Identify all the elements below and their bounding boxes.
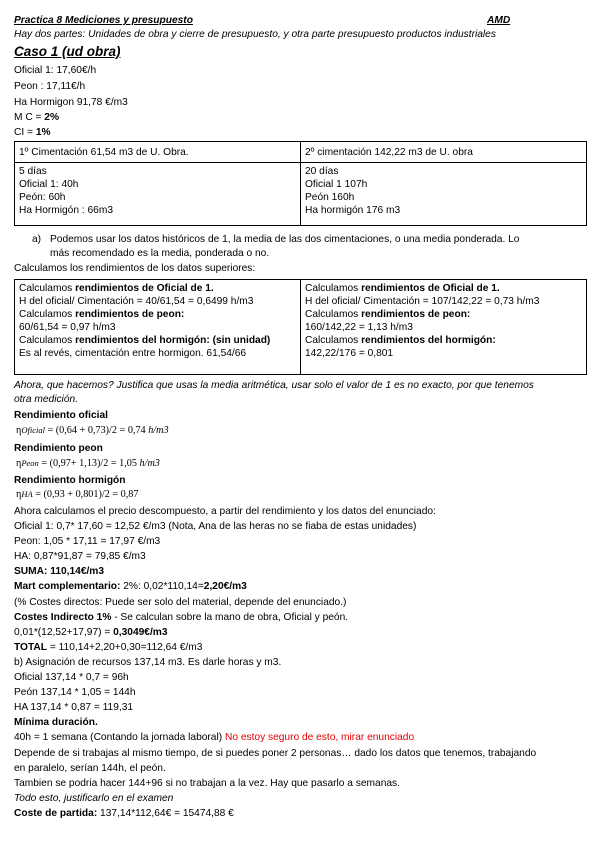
document-title: Practica 8 Mediciones y presupuesto [14,15,193,26]
asignacion-peon: Peón 137,14 * 1,05 = 144h [14,687,136,698]
mart-complementario: Mart complementario: 2%: 0,02*110,14=2,20€/m3 [14,581,247,592]
precio-ha: HA: 0,87*91,87 = 79,85 €/m3 [14,551,146,562]
minima-line3: en paralelo, serían 144h, el peón. [14,763,166,774]
cimentacion-1-header: 1º Cimentación 61,54 m3 de U. Obra. [15,142,301,163]
precio-oficial: Oficial 1: 0,7* 17,60 = 12,52 €/m3 (Nota, Ana de las heras no se fiaba de estas unidades) [14,521,417,532]
cimentacion-2-header: 2º cimentación 142,22 m3 de U. obra [301,142,587,163]
costes-indirectos-calc: 0,01*(12,52+17,97) = 0,3049€/m3 [14,627,168,638]
asignacion-oficial: Oficial 137,14 * 0,7 = 96h [14,672,129,683]
rendimientos-cimentacion-1: Calculamos rendimientos de Oficial de 1. H del oficial/ Cimentación = 40/61,54 = 0,6499 h/m3 Calculamos rendimientos de peon: 60/61,54 = 0,97 h/m3 Calculamos rendimientos del hormigón: (sin unidad) Es al revés, cimentación entre hormigon. 61,54/66 [15,280,301,375]
document-subtitle: Hay dos partes: Unidades de obra y cierre de presupuesto, y otra parte presupuesto productos industriales [14,29,496,40]
calc-intro: Calculamos los rendimientos de los datos superiores: [14,263,256,274]
minima-line2: Depende de si trabajas al mismo tiempo, de si puedes poner 2 personas… dado los datos que tenemos, trabajando [14,748,537,759]
rendimiento-oficial-title: Rendimiento oficial [14,410,108,421]
rendimiento-hormigon-formula: ηHA = (0,93 + 0,801)/2 = 0,87 [16,489,139,500]
asignacion-ha: HA 137,14 * 0,87 = 119,31 [14,702,134,713]
minima-title: Mínima duración. [14,717,98,728]
mc-line: M C = 2% [14,112,60,123]
ci-line: CI = 1% [14,127,51,138]
cimentacion-1-data: 5 días Oficial 1: 40h Peón: 60h Ha Hormigón : 66m3 [15,163,301,226]
costes-indirectos: Costes Indirecto 1% - Se calculan sobre la mano de obra, Oficial y peón. [14,612,349,623]
warning-note: No estoy seguro de esto, mirar enunciado [224,732,415,743]
author-initials: AMD [487,15,511,26]
note-a-line2: más recomendado es la media, ponderada o no. [50,248,270,259]
case-heading: Caso 1 (ud obra) [14,44,121,59]
rendimiento-peon-title: Rendimiento peon [14,443,103,454]
minima-line1: 40h = 1 semana (Contando la jornada laboral) No estoy seguro de esto, mirar enunciado [14,732,415,743]
minima-line5: Todo esto, justificarlo en el examen [14,793,174,804]
question-line2: otra medición. [14,394,78,405]
rendimientos-cimentacion-2: Calculamos rendimientos de Oficial de 1. H del oficial/ Cimentación = 107/142,22 = 0,73 h/m3 Calculamos rendimientos de peon: 160/142,22 = 1,13 h/m3 Calculamos rendimientos del hormigón: 142,22/176 = 0,801 [301,280,587,375]
rate-oficial: Oficial 1: 17,60€/h [14,65,97,76]
coste-partida: Coste de partida: 137,14*112,64€ = 15474,88 € [14,808,234,819]
rate-hormigon: Ha Hormigon 91,78 €/m3 [14,97,128,108]
asignacion-intro: b) Asignación de recursos 137,14 m3. Es darle horas y m3. [14,657,282,668]
rendimiento-peon-formula: ηPeon = (0,97+ 1,13)/2 = 1,05 h/m3 [16,458,160,469]
precio-total: TOTAL = 110,14+2,20+0,30=112,64 €/m3 [14,642,203,653]
question-line1: Ahora, que hacemos? Justifica que usas la media aritmética, usar solo el valor de 1 es no exacto, por que tenemos [14,380,534,391]
note-a-marker: a) [32,234,42,245]
cimentacion-table [14,141,587,226]
rendimiento-oficial-formula: ηOficial = (0,64 + 0,73)/2 = 0,74 h/m3 [16,425,169,436]
costes-note: (% Costes directos: Puede ser solo del material, depende del enunciado.) [14,597,347,608]
cimentacion-2-data: 20 días Oficial 1 107h Peón 160h Ha hormigón 176 m3 [301,163,587,226]
rendimientos-table [14,279,587,375]
precio-peon: Peon: 1,05 * 17,11 = 17,97 €/m3 [14,536,161,547]
minima-line4: Tambien se podria hacer 144+96 si no trabajan a la vez. Hay que pasarlo a semanas. [14,778,400,789]
note-a-line1: Podemos usar los datos históricos de 1, la media de las dos cimentaciones, o una media ponderada. Lo [50,234,520,245]
rendimiento-hormigon-title: Rendimiento hormigón [14,475,126,486]
precio-intro: Ahora calculamos el precio descompuesto, a partir del rendimiento y los datos del enunciado: [14,506,436,517]
rate-peon: Peon : 17,11€/h [14,81,86,92]
precio-suma: SUMA: 110,14€/m3 [14,566,105,577]
